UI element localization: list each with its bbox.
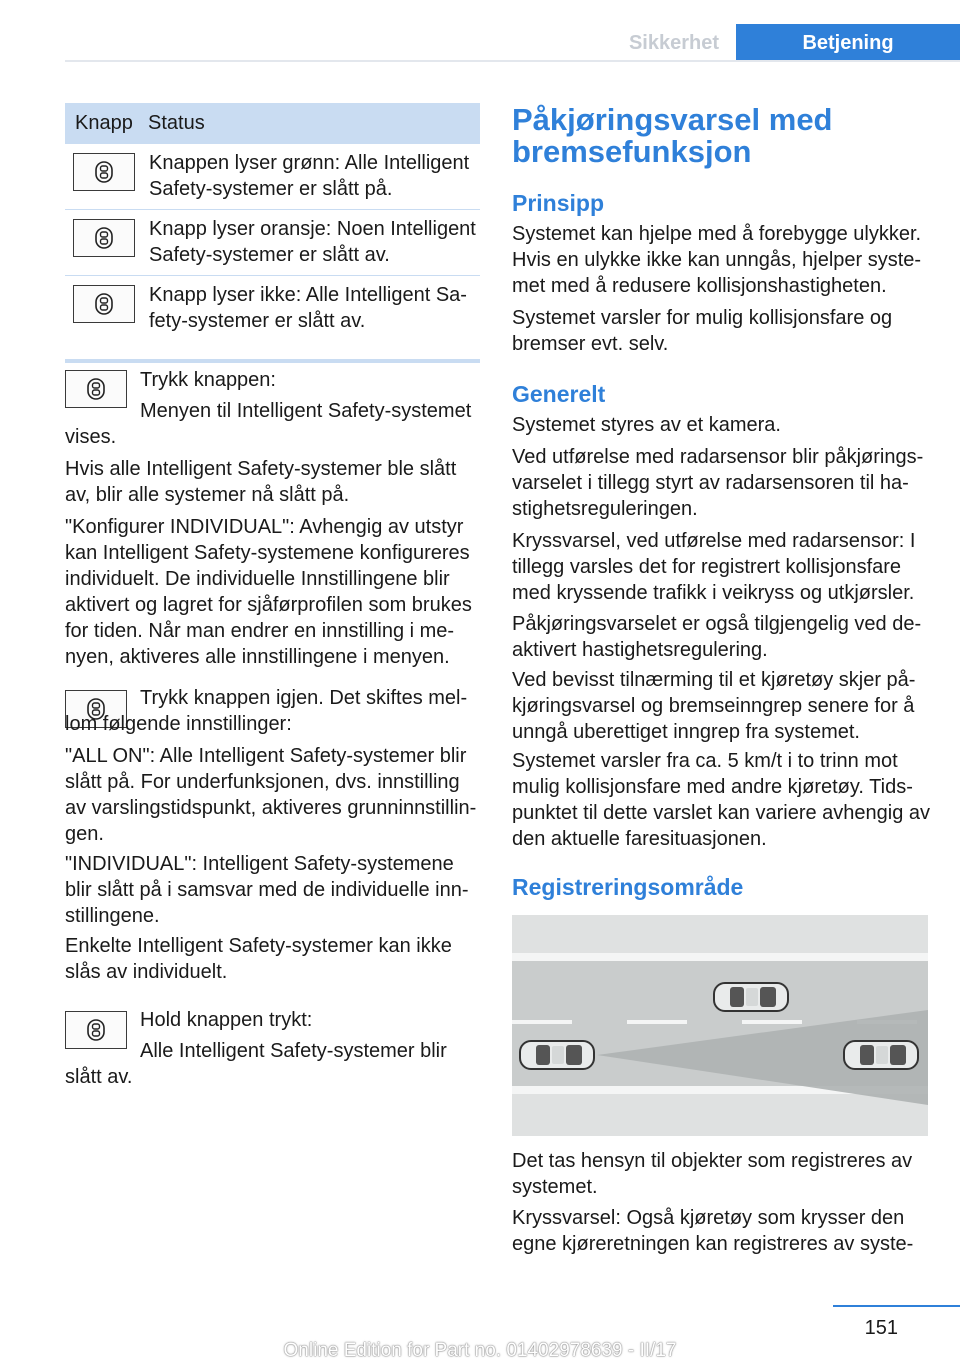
paragraph: Det tas hensyn til objekter som registreres av systemet. bbox=[512, 1150, 913, 1198]
car-icon bbox=[844, 1041, 918, 1069]
paragraph: Trykk knappen: bbox=[140, 369, 276, 391]
subheading-prinsipp: Prinsipp bbox=[512, 190, 605, 216]
paragraph: Kryssvarsel, ved utførelse med radarsensor: I tillegg varsles det for registrert kollisjonsfare med kryssende trafikk i veikryss og utkjørsler. bbox=[512, 530, 916, 604]
footer-edition: Online Edition for Part no. 01402978639 - II/17 bbox=[283, 1340, 677, 1361]
paragraph: "ALL ON": Alle Intelligent Safety-systemer blir slått på. For underfunksjonen, dvs. innstilling av varslingstidspunkt, aktiveres grunninnstillin‐gen. bbox=[65, 745, 477, 845]
subheading-generelt: Generelt bbox=[512, 381, 606, 407]
col-header-button: Knapp bbox=[75, 112, 133, 134]
detection-area-illustration bbox=[512, 915, 928, 1136]
paragraph: Systemet varsler fra ca. 5 km/t i to trinn mot mulig kollisjonsfare med andre kjøretøy. Tids‐punktet til dette varslet kan variere avhengig av den aktuelle faresituasjonen. bbox=[512, 750, 931, 850]
safety-button-icon bbox=[73, 153, 135, 191]
status-text: Knapp lyser oransje: Noen Intelligent Safety-systemer er slått av. bbox=[149, 218, 476, 266]
tab-sikkerhet[interactable]: Sikkerhet bbox=[628, 32, 720, 54]
car-icon bbox=[520, 1041, 594, 1069]
paragraph: Menyen til Intelligent Safety-systemet vises. bbox=[65, 400, 472, 448]
section-title: Påkjøringsvarsel med bremsefunksjon bbox=[512, 102, 833, 169]
table-bottom-rule bbox=[65, 359, 480, 363]
paragraph: "Konfigurer INDIVIDUAL": Avhengig av utstyr kan Intelligent Safety-systemene konfigureres individuelt. De individuelle Innstillingene blir aktivert og lagret for sjåførprofilen som brukes for tiden. Når man endrer en innstilling i me‐nyen, aktiveres alle innstillingene i menyen. bbox=[65, 516, 472, 668]
status-table bbox=[65, 103, 480, 363]
paragraph: Systemet styres av et kamera. bbox=[512, 414, 781, 436]
table-header bbox=[65, 103, 480, 144]
safety-button-icon bbox=[73, 285, 135, 323]
paragraph: Alle Intelligent Safety-systemer blir slått av. bbox=[65, 1040, 447, 1088]
header-divider bbox=[65, 60, 960, 62]
page-number: 151 bbox=[864, 1317, 898, 1339]
paragraph: Hvis alle Intelligent Safety-systemer ble slått av, blir alle systemer nå slått på. bbox=[65, 458, 457, 506]
paragraph: Hold knappen trykt: bbox=[140, 1009, 313, 1031]
paragraph: "INDIVIDUAL": Intelligent Safety-systemene blir slått på i samsvar med de individuelle inn‐stillingene. bbox=[65, 853, 469, 927]
subheading-registreringsomrade: Registreringsområde bbox=[512, 874, 744, 900]
tab-betjening[interactable]: Betjening bbox=[736, 24, 960, 62]
table-row bbox=[65, 276, 480, 341]
safety-button-icon bbox=[73, 219, 135, 257]
col-header-status: Status bbox=[148, 112, 205, 134]
page-number-rule bbox=[833, 1305, 960, 1307]
paragraph: Kryssvarsel: Også kjøretøy som krysser den egne kjøreretningen kan registreres av syste‐ bbox=[512, 1207, 914, 1255]
paragraph: Enkelte Intelligent Safety-systemer kan ikke slås av individuelt. bbox=[65, 935, 452, 983]
paragraph: Trykk knappen igjen. Det skiftes mel‐lom følgende innstillinger: bbox=[65, 687, 468, 735]
table-row bbox=[65, 144, 480, 210]
paragraph: Ved utførelse med radarsensor blir påkjørings‐varselet i tillegg styrt av radarsensoren til ha‐stighetsreguleringen. bbox=[512, 446, 924, 520]
paragraph: Påkjøringsvarselet er også tilgjengelig ved de‐aktivert hastighetsregulering. bbox=[512, 613, 922, 661]
status-text: Knapp lyser ikke: Alle Intelligent Sa‐fety-systemer er slått av. bbox=[149, 284, 467, 332]
paragraph: Ved bevisst tilnærming til et kjøretøy skjer på‐kjøringsvarsel og bremseinngrep senere for å unngå uberettiget inngrep fra systemet. bbox=[512, 669, 916, 743]
table-row bbox=[65, 210, 480, 276]
paragraph: Systemet kan hjelpe med å forebygge ulykker. Hvis en ulykke ikke kan unngås, hjelper syste‐met med å redusere kollisjonshastigheten. bbox=[512, 223, 922, 297]
car-icon bbox=[714, 983, 788, 1011]
paragraph: Systemet varsler for mulig kollisjonsfare og bremser evt. selv. bbox=[512, 307, 893, 355]
status-text: Knappen lyser grønn: Alle Intelligent Safety-systemer er slått på. bbox=[149, 152, 470, 200]
